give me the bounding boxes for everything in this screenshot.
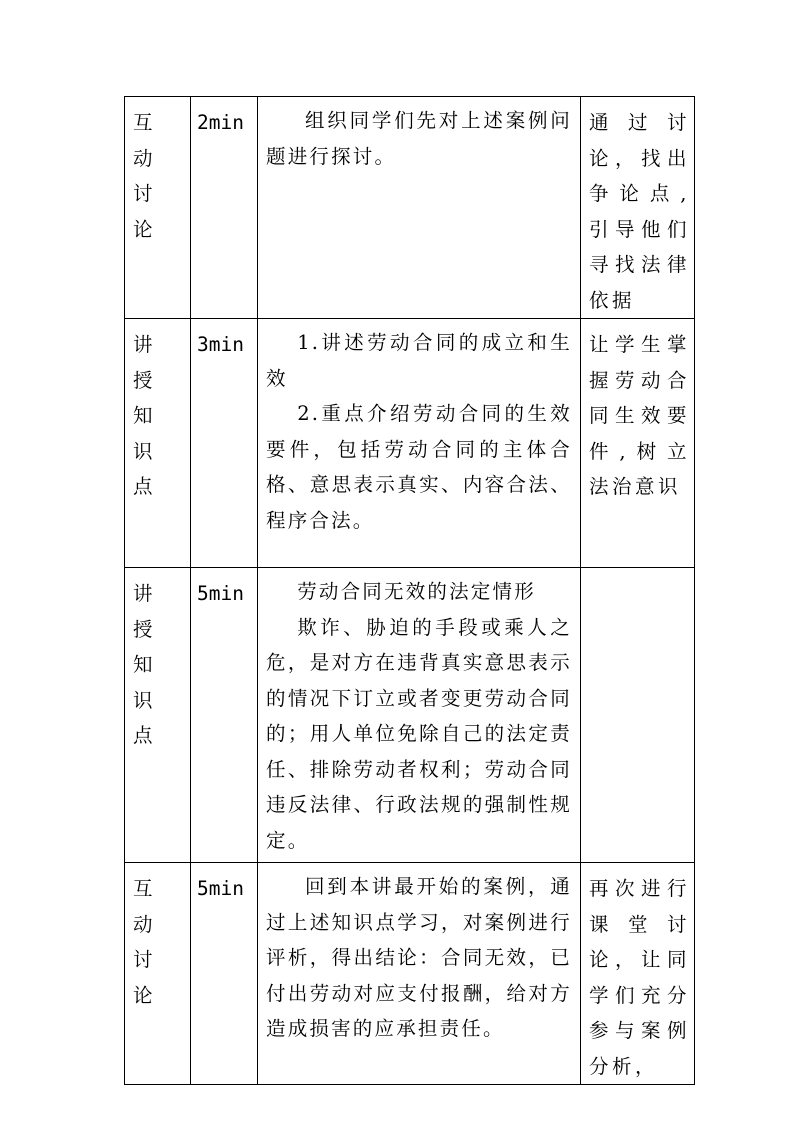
table-row [125,319,695,568]
activity-type-cell: 讲 授 知 识 点 [125,319,191,568]
goal-cell [581,568,695,863]
content-paragraph: 欺诈、胁迫的手段或乘人之危，是对方在违背真实意思表示的情况下订立或者变更劳动合同的；用人单位免除自己的法定责任、排除劳动者权利；劳动合同违反法律、行政法规的强制性规定。 [266,615,572,852]
goal-cell: 让学生掌握劳动合同生效要件,树立法治意识 [581,319,695,568]
goal-cell: 通过讨论，找出争论点,引导他们寻找法律依据 [581,97,695,319]
table-row [125,863,695,1085]
duration-cell: 3min [191,319,258,568]
goal-cell: 再次进行课堂讨论，让同学们充分参与案例分析， [581,863,695,1085]
content-paragraph: 劳动合同无效的法定情形 [297,580,536,603]
lesson-plan-table [124,96,695,1085]
duration-cell: 5min [191,568,258,863]
table-row [125,568,695,863]
duration-cell: 5min [191,863,258,1085]
activity-type-cell: 讲 授 知 识 点 [125,568,191,863]
table-row [125,97,695,319]
activity-type-cell: 互 动 讨论 [125,863,191,1085]
content-paragraph: 1.讲述劳动合同的成立和生效 [266,331,572,390]
content-cell [258,319,581,568]
content-cell [258,863,581,1085]
content-paragraph: 2.重点介绍劳动合同的生效要件，包括劳动合同的主体合格、意思表示真实、内容合法、程序合法。 [266,402,572,532]
content-cell [258,568,581,863]
content-cell [258,97,581,319]
duration-cell: 2min [191,97,258,319]
content-paragraph: 组织同学们先对上述案例问题进行探讨。 [266,109,572,168]
activity-type-cell: 互 动 讨论 [125,97,191,319]
content-paragraph: 回到本讲最开始的案例，通过上述知识点学习，对案例进行评析，得出结论：合同无效，已付出劳动对应支付报酬，给对方造成损害的应承担责任。 [266,875,572,1040]
